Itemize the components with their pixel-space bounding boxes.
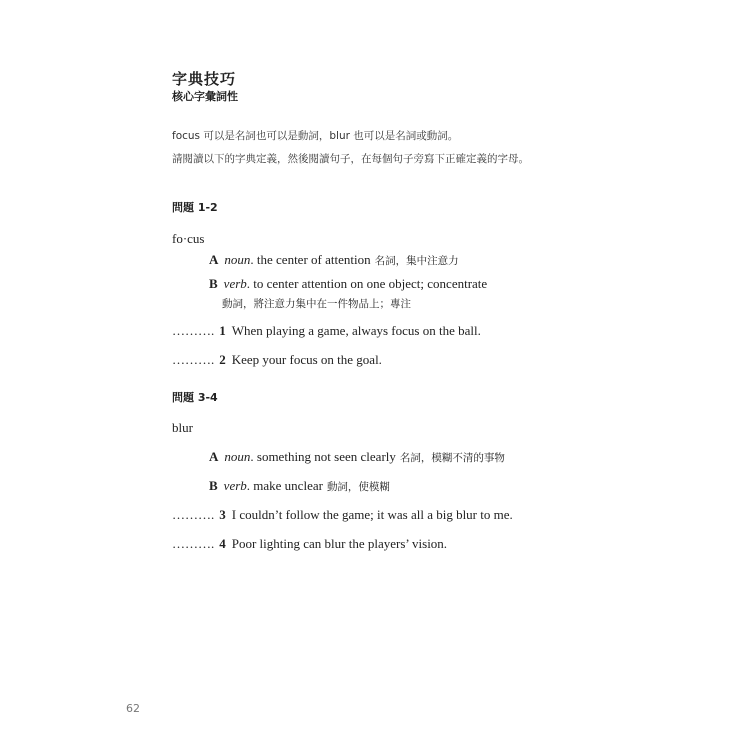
part-of-speech: noun: [224, 252, 251, 267]
question-number: 2: [219, 352, 226, 367]
part-of-speech: verb: [223, 478, 247, 493]
definition-blur-b: [209, 478, 390, 494]
definition-chinese: 動詞，將注意力集中在一件物品上；專注: [222, 298, 411, 310]
question-sentence-4: [172, 536, 447, 552]
page-title: 字典技巧: [172, 70, 237, 88]
question-sentence-3: [172, 507, 513, 523]
definition-focus-a: [209, 252, 459, 268]
intro-line-2: 請閱讀以下的字典定義，然後閱讀句子，在每個句子旁寫下正確定義的字母。: [172, 153, 529, 165]
definition-text: . make unclear: [246, 478, 323, 493]
definition-chinese: 名詞，模糊不清的事物: [399, 452, 505, 464]
answer-blank[interactable]: ……….: [172, 507, 215, 522]
part-of-speech: noun: [224, 449, 251, 464]
question-heading-3-4: 問題 3-4: [172, 391, 218, 404]
question-heading-1-2: 問題 1-2: [172, 201, 218, 214]
definition-chinese: 動詞，使模糊: [326, 481, 390, 493]
definition-chinese: 名詞，集中注意力: [374, 255, 459, 267]
definition-text: . the center of attention: [250, 252, 371, 267]
intro-line-1: focus 可以是名詞也可以是動詞，blur 也可以是名詞或動詞。: [172, 130, 459, 142]
sentence-text: When playing a game, always focus on the ball.: [231, 323, 481, 338]
definition-text: . to center attention on one object; concentrate: [246, 276, 488, 291]
page-subtitle: 核心字彙詞性: [172, 90, 238, 103]
question-sentence-1: [172, 323, 481, 339]
sentence-text: I couldn’t follow the game; it was all a big blur to me.: [231, 507, 513, 522]
definition-text: . something not seen clearly: [250, 449, 396, 464]
sentence-text: Poor lighting can blur the players’ vision.: [231, 536, 448, 551]
headword-focus: fo·cus: [172, 231, 205, 246]
definition-blur-a: [209, 449, 505, 465]
question-sentence-2: [172, 352, 382, 368]
sentence-text: Keep your focus on the goal.: [231, 352, 382, 367]
answer-blank[interactable]: ……….: [172, 536, 215, 551]
headword-blur: blur: [172, 420, 193, 435]
definition-letter: A: [209, 252, 219, 267]
answer-blank[interactable]: ……….: [172, 352, 215, 367]
definition-letter: B: [209, 276, 218, 291]
definition-letter: B: [209, 478, 218, 493]
page-number: 62: [126, 702, 140, 715]
question-number: 4: [219, 536, 226, 551]
definition-letter: A: [209, 449, 219, 464]
question-number: 1: [219, 323, 226, 338]
answer-blank[interactable]: ……….: [172, 323, 215, 338]
question-number: 3: [219, 507, 226, 522]
definition-focus-b: [209, 276, 487, 292]
part-of-speech: verb: [223, 276, 247, 291]
